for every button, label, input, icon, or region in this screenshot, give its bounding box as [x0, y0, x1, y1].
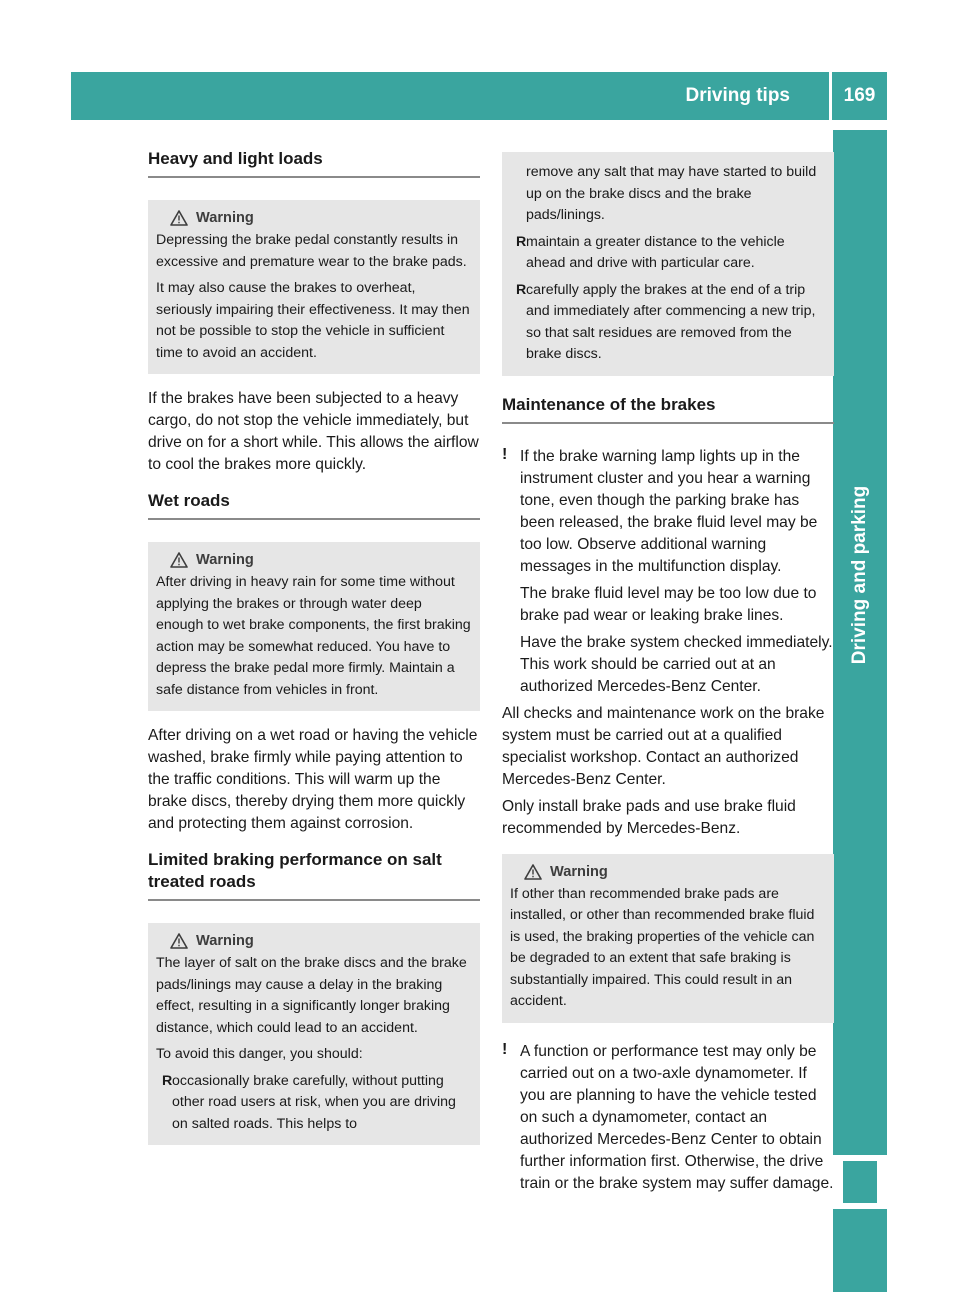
bullet-item: Rcarefully apply the brakes at the end of a trip and immediately after commencing a new trip, so that salt residues are removed from the brake discs.	[516, 281, 816, 362]
header-bar	[71, 72, 887, 120]
warning-box-maintenance	[502, 854, 834, 1023]
warning-label: Warning	[196, 552, 254, 568]
paragraph: After driving on a wet road or having the vehicle washed, brake firmly while paying attention to the traffic conditions. This will warm up the brake discs, thereby drying them more quickly and protecting them against corrosion.	[148, 727, 478, 832]
note-text: If the brake warning lamp lights up in the instrument cluster and you hear a warning tone, even though the parking brake has been released, the brake fluid level may be too low. Observe additional warning messages in the multifunction display.	[520, 447, 818, 575]
heading-wet-roads: Wet roads	[148, 490, 480, 520]
paragraph: All checks and maintenance work on the brake system must be carried out at a qualified specialist workshop. Contact an authorized Mercedes-Benz Center.	[502, 704, 825, 788]
warning-triangle-icon	[170, 552, 188, 568]
warning-text: After driving in heavy rain for some time without applying the brakes or through water deep enough to wet brake components, the first braking action may be somewhat reduced. You have to depress the brake pedal more firmly. Maintain a safe distance from vehicles in front.	[156, 574, 471, 698]
right-column	[502, 152, 834, 1200]
left-column	[148, 148, 480, 1159]
note-block	[502, 446, 834, 698]
bullet-icon: R	[516, 233, 527, 250]
chapter-label: Driving and parking	[849, 485, 870, 665]
warning-box-wet	[148, 542, 480, 711]
bullet-continuation: remove any salt that may have started to build up on the brake discs and the brake pads/linings.	[526, 164, 817, 223]
exclamation-icon: !	[502, 445, 508, 463]
warning-text: Depressing the brake pedal constantly results in excessive and premature wear to the brake pads.	[156, 232, 467, 270]
warning-text: It may also cause the brakes to overheat, seriously impairing their effectiveness. It may then not be possible to stop the vehicle in sufficient time to avoid an accident.	[156, 280, 470, 361]
warning-triangle-icon	[524, 864, 542, 880]
heading-salt-roads: Limited braking performance on salt treated roads	[148, 849, 480, 901]
note-text: A function or performance test may only be carried out on a two-axle dynamometer. If you are planning to have the vehicle tested on such a dynamometer, contact an authorized Mercedes-Benz Center to obtain further information first. Otherwise, the drive train or the brake system may suffer damage.	[520, 1042, 834, 1192]
page-number: 169	[843, 85, 876, 106]
warning-box-salt	[148, 923, 480, 1145]
bullet-item: Rmaintain a greater distance to the vehicle ahead and drive with particular care.	[516, 233, 785, 271]
warning-label: Warning	[550, 863, 608, 880]
warning-box-heavy	[148, 200, 480, 374]
bullet-icon: R	[162, 1072, 173, 1089]
warning-triangle-icon	[170, 933, 188, 949]
exclamation-icon: !	[502, 1040, 508, 1058]
heading-maintenance: Maintenance of the brakes	[502, 394, 834, 424]
bullet-icon: R	[516, 281, 527, 298]
note-block	[502, 1041, 834, 1195]
warning-triangle-icon	[170, 210, 188, 226]
warning-label: Warning	[196, 210, 254, 226]
note-text: The brake fluid level may be too low due to brake pad wear or leaking brake lines.	[520, 584, 817, 624]
warning-text: If other than recommended brake pads are installed, or other than recommended brake fluid is used, the braking properties of the vehicle can be degraded to an extent that safe braking is substantially impaired. This could result in an accident.	[510, 885, 815, 1009]
note-text: Have the brake system checked immediately. This work should be carried out at an authorized Mercedes-Benz Center.	[520, 633, 833, 695]
warning-box-salt-continued	[502, 152, 834, 376]
bullet-item: Roccasionally brake carefully, without putting other road users at risk, when you are driving on salted roads. This helps to	[162, 1072, 456, 1132]
warning-text: To avoid this danger, you should:	[156, 1046, 363, 1062]
heading-heavy-loads: Heavy and light loads	[148, 148, 480, 178]
warning-label: Warning	[196, 933, 254, 949]
warning-text: The layer of salt on the brake discs and the brake pads/linings may cause a delay in the braking effect, resulting in a significantly longer braking distance, which could lead to an accident.	[156, 955, 467, 1036]
paragraph: If the brakes have been subjected to a heavy cargo, do not stop the vehicle immediately, but drive on for a short while. This allows the airflow to cool the brakes more quickly.	[148, 390, 479, 473]
paragraph: Only install brake pads and use brake fluid recommended by Mercedes-Benz.	[502, 797, 796, 837]
chapter-marker	[833, 1155, 887, 1209]
section-title: Driving tips	[685, 85, 790, 106]
